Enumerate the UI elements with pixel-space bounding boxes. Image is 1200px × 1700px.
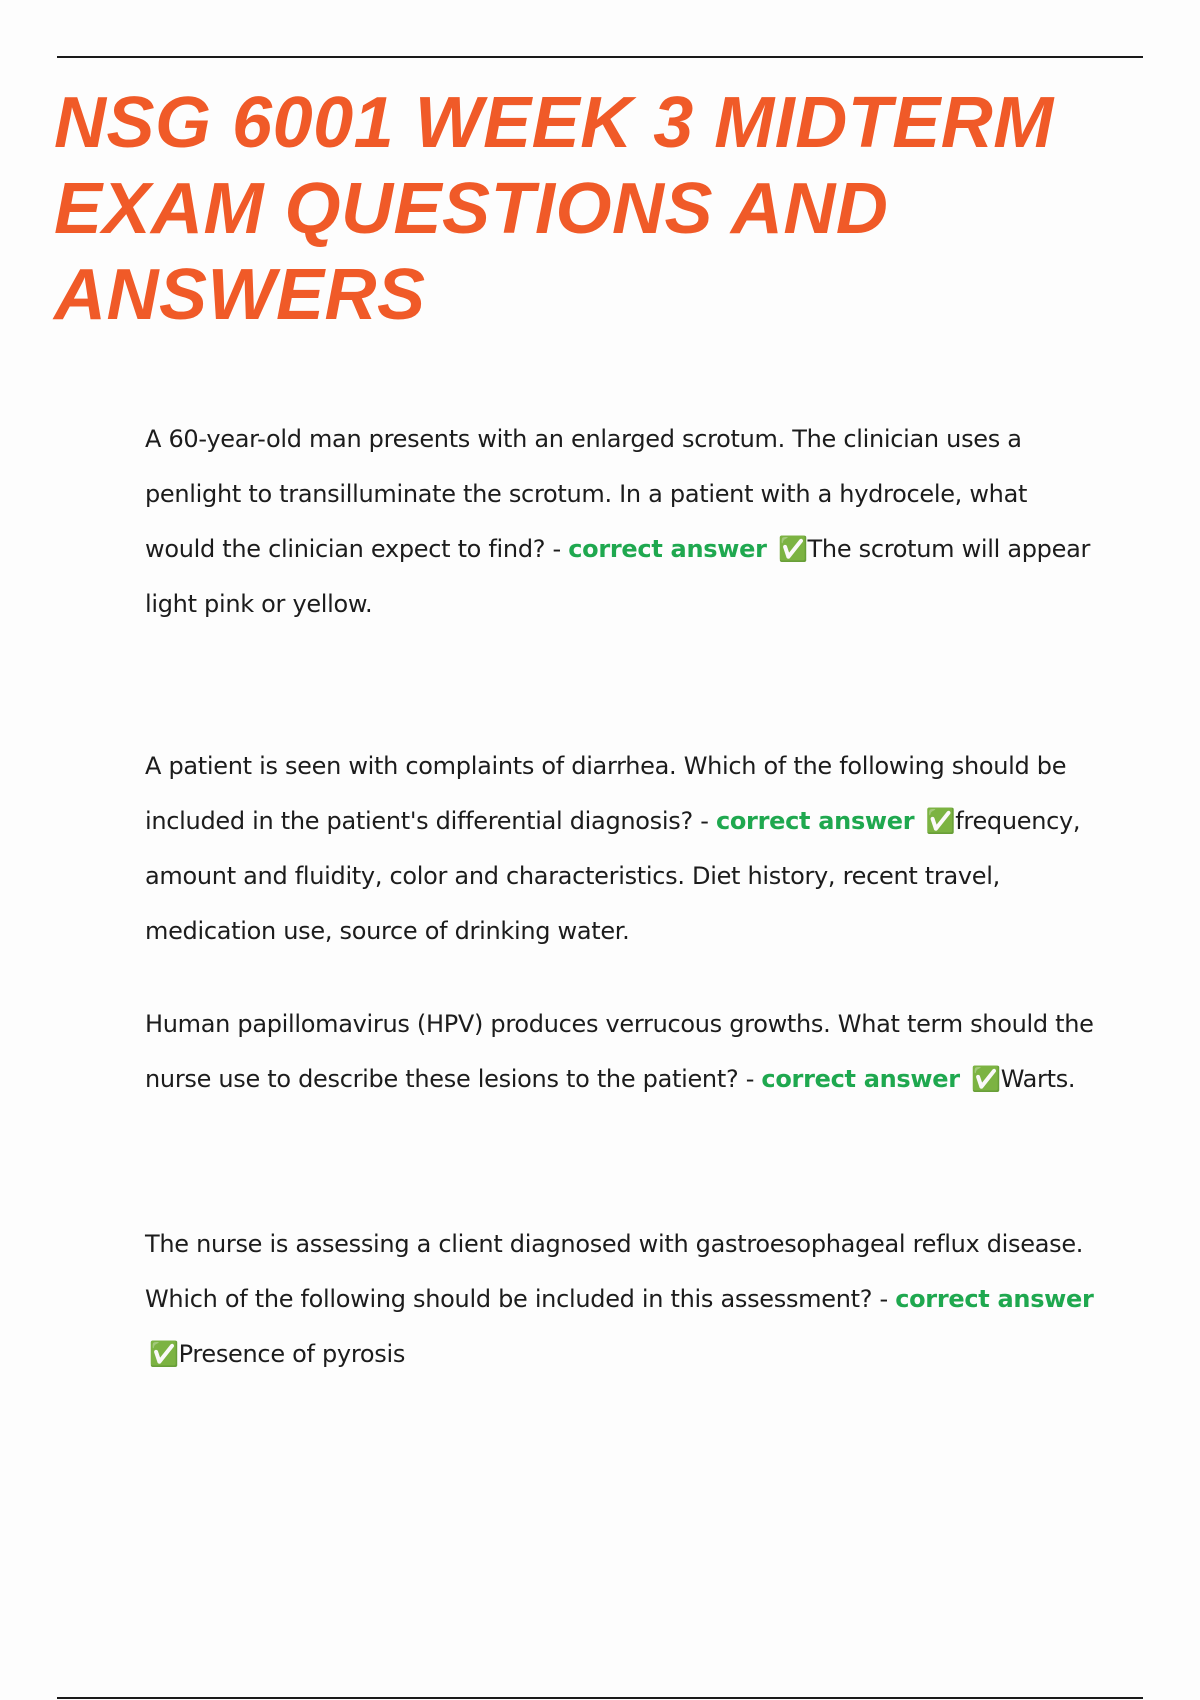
answer-text: frequency, amount and fluidity, color and characteristics. Diet history, recent travel, medication use, source of drinking water. bbox=[145, 807, 1081, 945]
qa-item-4 bbox=[145, 1217, 1095, 1382]
check-mark-icon: ✅ bbox=[149, 1340, 179, 1368]
question-text: A 60-year-old man presents with an enlarged scrotum. The clinician uses a penlight to transilluminate the scrotum. In a patient with a hydrocele, what would the clinician expect to find? - bbox=[145, 425, 1028, 563]
question-text: Human papillomavirus (HPV) produces verrucous growths. What term should the nurse use to describe these lesions to the patient? - bbox=[145, 1010, 1094, 1093]
document-title bbox=[54, 80, 1144, 338]
qa-item-3 bbox=[145, 997, 1095, 1107]
check-mark-icon: ✅ bbox=[925, 807, 956, 835]
correct-answer-label: correct answer bbox=[715, 807, 915, 835]
question-text: The nurse is assessing a client diagnosed with gastroesophageal reflux disease. Which of the following should be included in this assessment? - bbox=[145, 1230, 1084, 1313]
title-line-1: NSG 6001 WEEK 3 MIDTERM bbox=[54, 83, 1054, 163]
check-mark-icon: ✅ bbox=[777, 535, 808, 563]
qa-item-1 bbox=[145, 412, 1095, 632]
correct-answer-label: correct answer bbox=[895, 1285, 1094, 1313]
top-divider bbox=[57, 56, 1143, 58]
question-text: A patient is seen with complaints of diarrhea. Which of the following should be included in the patient's differential diagnosis? - bbox=[145, 752, 1067, 835]
qa-item-2 bbox=[145, 739, 1095, 959]
answer-text: Presence of pyrosis bbox=[178, 1340, 406, 1368]
answer-text: Warts. bbox=[1000, 1065, 1076, 1093]
check-mark-icon: ✅ bbox=[971, 1065, 1001, 1093]
correct-answer-label: correct answer bbox=[568, 535, 767, 563]
bottom-divider bbox=[57, 1697, 1143, 1699]
title-line-2: EXAM QUESTIONS AND bbox=[54, 169, 889, 249]
answer-text: The scrotum will appear light pink or yellow. bbox=[145, 535, 1091, 618]
title-line-3: ANSWERS bbox=[54, 255, 426, 335]
correct-answer-label: correct answer bbox=[761, 1065, 960, 1093]
